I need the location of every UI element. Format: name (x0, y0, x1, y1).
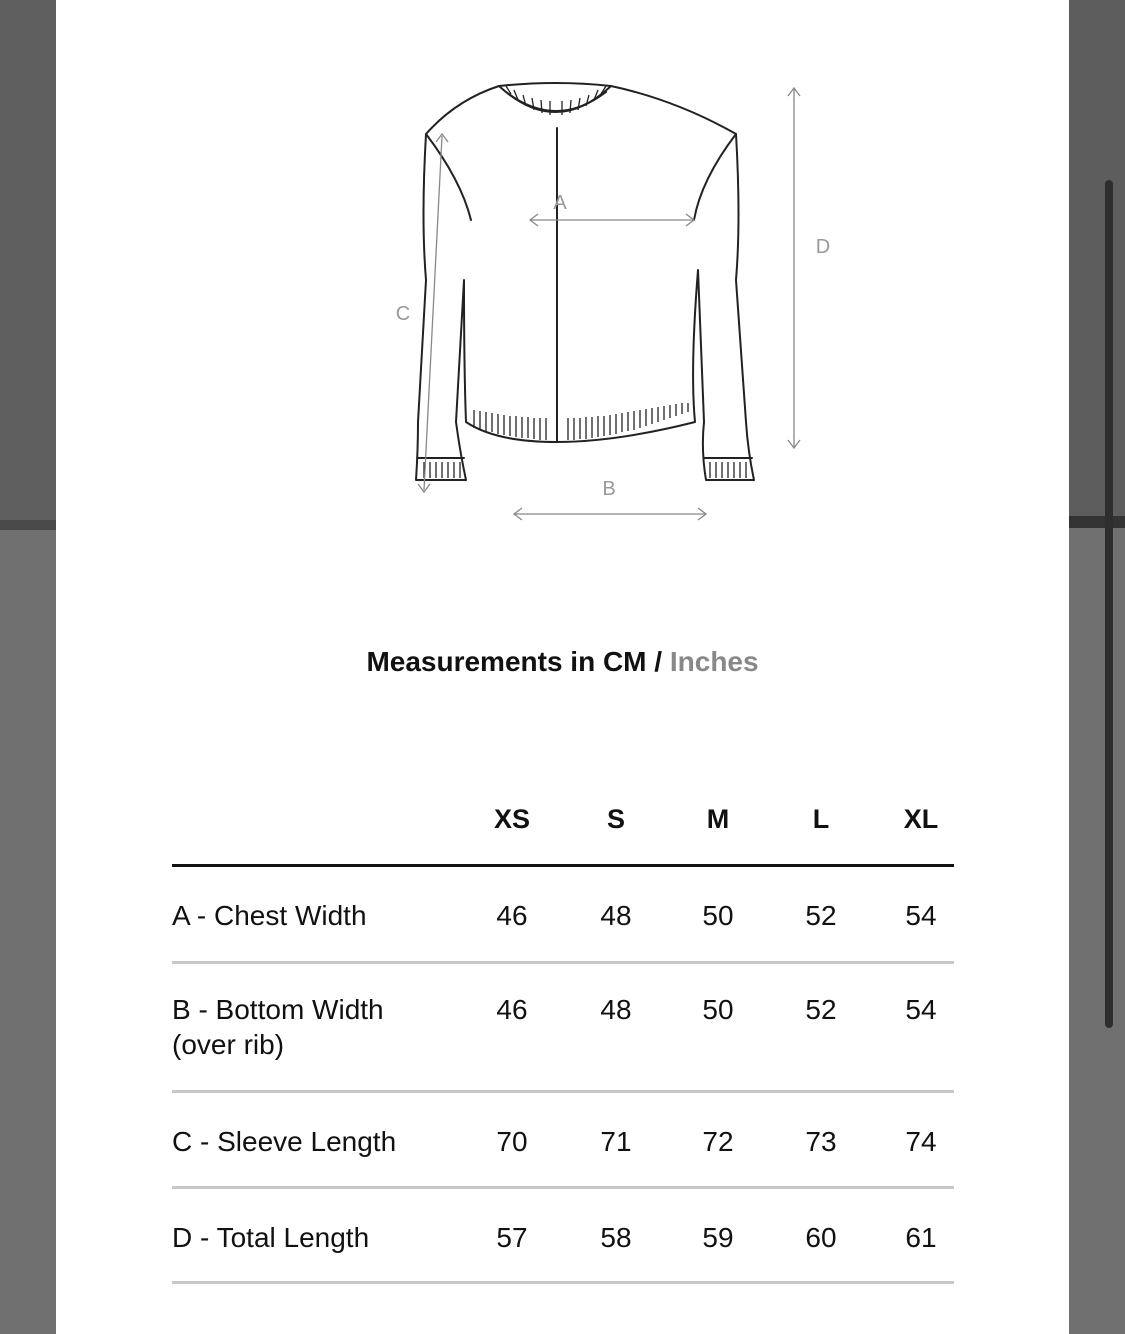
row-label: B - Bottom Width (over rib) (172, 994, 384, 1060)
row-label: A - Chest Width (172, 900, 367, 931)
cell-m: 59 (702, 1222, 734, 1253)
size-l: L (812, 804, 830, 834)
unit-separator: / (646, 646, 670, 677)
size-table (172, 800, 954, 1284)
size-xl: XL (903, 804, 939, 834)
table-row-bottom-width (172, 964, 954, 1093)
cell-xl: 54 (905, 994, 937, 1025)
cell-m: 72 (702, 1126, 734, 1157)
background-separator-left (0, 520, 56, 530)
row-label: D - Total Length (172, 1222, 370, 1253)
label-c: C (395, 303, 411, 325)
cell-l: 52 (805, 900, 837, 931)
cell-l: 60 (805, 1222, 837, 1253)
label-a: A (553, 192, 567, 214)
cell-s: 58 (600, 1222, 632, 1253)
size-m: M (706, 804, 730, 834)
background-left (0, 0, 56, 528)
cell-l: 73 (805, 1126, 837, 1157)
size-xs: XS (493, 804, 531, 834)
cell-xl: 74 (905, 1126, 937, 1157)
cell-s: 48 (600, 994, 632, 1025)
label-d: D (815, 236, 831, 258)
garment-diagram (356, 70, 831, 540)
row-label: C - Sleeve Length (172, 1126, 397, 1157)
size-s: S (606, 804, 625, 834)
table-row-chest-width (172, 867, 954, 964)
table-row-total-length (172, 1189, 954, 1284)
cell-xs: 57 (496, 1222, 528, 1253)
close-button[interactable] (1044, 0, 1080, 12)
scrollbar[interactable] (1105, 180, 1113, 1028)
label-b: B (602, 478, 616, 500)
cell-m: 50 (702, 900, 734, 931)
unit-cm: Measurements in CM (366, 646, 647, 677)
table-row-sleeve-length (172, 1093, 954, 1189)
cell-xs: 70 (496, 1126, 528, 1157)
cell-s: 48 (600, 900, 632, 931)
size-header-row (172, 800, 954, 867)
background-right (1069, 0, 1125, 528)
size-guide-modal (56, 0, 1069, 1334)
unit-toggle-inches[interactable]: Inches (669, 646, 759, 677)
measurements-heading (56, 646, 1069, 678)
cell-xs: 46 (496, 900, 528, 931)
cell-xs: 46 (496, 994, 528, 1025)
cell-xl: 61 (905, 1222, 937, 1253)
cell-s: 71 (600, 1126, 632, 1157)
close-icon (1044, 0, 1080, 12)
cell-xl: 54 (905, 900, 937, 931)
cell-m: 50 (702, 994, 734, 1025)
cell-l: 52 (805, 994, 837, 1025)
background-separator-right (1069, 516, 1125, 528)
